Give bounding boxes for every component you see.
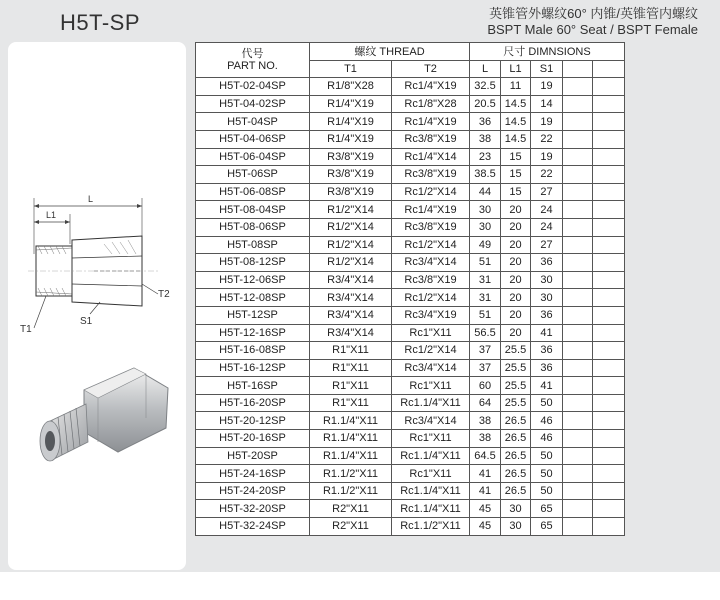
- cell-l: 38: [470, 430, 501, 448]
- cell-empty: [563, 218, 593, 236]
- table-row: [196, 412, 625, 430]
- cell-empty: [563, 377, 593, 395]
- cell-empty: [593, 289, 625, 307]
- table-row: [196, 342, 625, 360]
- cell-empty: [563, 148, 593, 166]
- title-english: BSPT Male 60° Seat / BSPT Female: [487, 22, 698, 37]
- cell-part: H5T-06SP: [196, 166, 310, 184]
- cell-l: 38: [470, 130, 501, 148]
- cell-empty: [563, 324, 593, 342]
- dimension-label-l1: L1: [46, 210, 57, 220]
- cell-s1: 65: [531, 500, 563, 518]
- specification-table: [195, 42, 625, 536]
- table-row: [196, 166, 625, 184]
- part-number-header: [196, 43, 310, 78]
- cell-t2: Rc1/4"X14: [392, 148, 470, 166]
- cell-empty: [593, 78, 625, 96]
- cell-l: 60: [470, 377, 501, 395]
- cell-t2: Rc1/2"X14: [392, 342, 470, 360]
- cell-l: 44: [470, 183, 501, 201]
- cell-empty: [593, 166, 625, 184]
- table-row: [196, 218, 625, 236]
- table-row: [196, 447, 625, 465]
- cell-empty: [593, 394, 625, 412]
- cell-l1: 26.5: [501, 430, 531, 448]
- cell-s1: 24: [531, 201, 563, 219]
- table-row: [196, 148, 625, 166]
- cell-t1: R1/4"X19: [310, 130, 392, 148]
- cell-l1: 15: [501, 148, 531, 166]
- cell-empty: [593, 324, 625, 342]
- cell-s1: 27: [531, 236, 563, 254]
- cell-t2: Rc3/4"X14: [392, 359, 470, 377]
- cell-t2: Rc1"X11: [392, 430, 470, 448]
- cell-part: H5T-24-20SP: [196, 482, 310, 500]
- cell-empty: [563, 271, 593, 289]
- cell-s1: 22: [531, 166, 563, 184]
- cell-t1: R1.1/4"X11: [310, 430, 392, 448]
- cell-t1: R1/2"X14: [310, 236, 392, 254]
- cell-l1: 26.5: [501, 447, 531, 465]
- cell-empty: [593, 218, 625, 236]
- table-row: [196, 377, 625, 395]
- cell-part: H5T-04-06SP: [196, 130, 310, 148]
- cell-s1: 22: [531, 130, 563, 148]
- cell-empty: [593, 254, 625, 272]
- cell-l: 23: [470, 148, 501, 166]
- part-number-header-en: PART NO.: [227, 60, 278, 73]
- cell-l1: 15: [501, 166, 531, 184]
- cell-l: 20.5: [470, 95, 501, 113]
- dimension-label-t1: T1: [20, 324, 32, 335]
- cell-part: H5T-20-12SP: [196, 412, 310, 430]
- l-header: L: [470, 60, 501, 78]
- cell-t1: R1.1/4"X11: [310, 412, 392, 430]
- cell-part: H5T-12-16SP: [196, 324, 310, 342]
- cell-part: H5T-04-02SP: [196, 95, 310, 113]
- cell-part: H5T-08-04SP: [196, 201, 310, 219]
- cell-empty: [563, 500, 593, 518]
- cell-t1: R3/8"X19: [310, 148, 392, 166]
- cell-t2: Rc1/4"X19: [392, 113, 470, 131]
- cell-part: H5T-12-06SP: [196, 271, 310, 289]
- cell-t1: R1"X11: [310, 359, 392, 377]
- cell-empty: [593, 359, 625, 377]
- cell-t2: Rc1/2"X14: [392, 236, 470, 254]
- cell-l: 51: [470, 254, 501, 272]
- cell-s1: 14: [531, 95, 563, 113]
- cell-empty: [593, 342, 625, 360]
- cell-t2: Rc3/8"X19: [392, 271, 470, 289]
- cell-part: H5T-32-20SP: [196, 500, 310, 518]
- cell-l: 38.5: [470, 166, 501, 184]
- cell-l: 31: [470, 289, 501, 307]
- cell-empty: [593, 201, 625, 219]
- title-chinese: 英锥管外螺纹60° 内锥/英锥管内螺纹: [489, 6, 698, 21]
- table-row: [196, 95, 625, 113]
- cell-l1: 20: [501, 324, 531, 342]
- cell-t1: R3/4"X14: [310, 289, 392, 307]
- cell-part: H5T-08SP: [196, 236, 310, 254]
- cell-empty: [593, 412, 625, 430]
- cell-l1: 20: [501, 254, 531, 272]
- cell-t2: Rc1.1/4"X11: [392, 500, 470, 518]
- cell-part: H5T-12-08SP: [196, 289, 310, 307]
- cell-part: H5T-02-04SP: [196, 78, 310, 96]
- cell-empty: [593, 271, 625, 289]
- cell-t1: R1/4"X19: [310, 95, 392, 113]
- cell-t2: Rc3/4"X14: [392, 412, 470, 430]
- cell-empty: [563, 430, 593, 448]
- cell-t1: R1/8"X28: [310, 78, 392, 96]
- cell-t1: R1.1/2"X11: [310, 465, 392, 483]
- table-row: [196, 201, 625, 219]
- cell-empty: [563, 289, 593, 307]
- cell-t2: Rc1.1/4"X11: [392, 447, 470, 465]
- cell-empty: [563, 306, 593, 324]
- cell-empty: [563, 447, 593, 465]
- cell-s1: 46: [531, 430, 563, 448]
- cell-l: 45: [470, 500, 501, 518]
- cell-l1: 20: [501, 306, 531, 324]
- cell-s1: 65: [531, 518, 563, 536]
- fitting-photo: [26, 360, 176, 480]
- cell-t2: Rc1/4"X19: [392, 201, 470, 219]
- cell-empty: [563, 183, 593, 201]
- t2-header: T2: [392, 60, 470, 78]
- cell-l1: 20: [501, 236, 531, 254]
- cell-empty: [563, 359, 593, 377]
- cell-l1: 20: [501, 289, 531, 307]
- cell-s1: 36: [531, 254, 563, 272]
- cell-empty: [563, 465, 593, 483]
- table-row: [196, 271, 625, 289]
- table-row: [196, 306, 625, 324]
- cell-l1: 14.5: [501, 113, 531, 131]
- cell-empty: [593, 113, 625, 131]
- cell-part: H5T-16-12SP: [196, 359, 310, 377]
- cell-part: H5T-04SP: [196, 113, 310, 131]
- table-row: [196, 482, 625, 500]
- cell-empty: [563, 130, 593, 148]
- table-row: [196, 289, 625, 307]
- blank-header: [563, 60, 593, 78]
- blank-header: [593, 60, 625, 78]
- illustration-panel: [8, 42, 186, 570]
- cell-part: H5T-32-24SP: [196, 518, 310, 536]
- cell-s1: 30: [531, 271, 563, 289]
- cell-part: H5T-16-08SP: [196, 342, 310, 360]
- cell-empty: [593, 236, 625, 254]
- table-row: [196, 465, 625, 483]
- cell-s1: 36: [531, 359, 563, 377]
- cell-empty: [593, 148, 625, 166]
- cell-l1: 26.5: [501, 412, 531, 430]
- cell-t2: Rc1.1/4"X11: [392, 394, 470, 412]
- cell-part: H5T-20SP: [196, 447, 310, 465]
- cell-empty: [593, 377, 625, 395]
- cell-t1: R3/4"X14: [310, 271, 392, 289]
- cell-t1: R1.1/2"X11: [310, 482, 392, 500]
- cell-s1: 19: [531, 113, 563, 131]
- thread-header: 螺纹 THREAD: [310, 43, 470, 61]
- cell-empty: [563, 201, 593, 219]
- cell-t2: Rc3/8"X19: [392, 166, 470, 184]
- cell-part: H5T-08-06SP: [196, 218, 310, 236]
- cell-l: 30: [470, 218, 501, 236]
- cell-part: H5T-16SP: [196, 377, 310, 395]
- cell-t2: Rc1.1/2"X11: [392, 518, 470, 536]
- table-row: [196, 394, 625, 412]
- cell-t1: R3/8"X19: [310, 183, 392, 201]
- cell-empty: [563, 342, 593, 360]
- cell-s1: 50: [531, 482, 563, 500]
- model-title: H5T-SP: [60, 10, 141, 35]
- cell-t2: Rc3/8"X19: [392, 130, 470, 148]
- cell-s1: 27: [531, 183, 563, 201]
- product-description: [487, 6, 698, 38]
- cell-l: 51: [470, 306, 501, 324]
- cell-empty: [593, 465, 625, 483]
- cell-empty: [563, 254, 593, 272]
- cell-empty: [563, 482, 593, 500]
- cell-t2: Rc1/2"X14: [392, 183, 470, 201]
- cell-part: H5T-08-12SP: [196, 254, 310, 272]
- cell-s1: 19: [531, 148, 563, 166]
- cell-l1: 15: [501, 183, 531, 201]
- table-row: [196, 254, 625, 272]
- cell-empty: [593, 95, 625, 113]
- dimension-label-s1: S1: [80, 316, 93, 327]
- cell-l: 32.5: [470, 78, 501, 96]
- cell-t1: R1/4"X19: [310, 113, 392, 131]
- cell-part: H5T-12SP: [196, 306, 310, 324]
- cell-empty: [593, 306, 625, 324]
- cell-l1: 30: [501, 500, 531, 518]
- dimensions-header: 尺寸 DIMNSIONS: [470, 43, 625, 61]
- cell-l: 56.5: [470, 324, 501, 342]
- table-row: [196, 130, 625, 148]
- cell-l: 64.5: [470, 447, 501, 465]
- specification-rows: [196, 78, 625, 535]
- cell-s1: 50: [531, 447, 563, 465]
- cell-empty: [593, 430, 625, 448]
- cell-empty: [563, 518, 593, 536]
- cell-t2: Rc1"X11: [392, 377, 470, 395]
- cell-l1: 20: [501, 218, 531, 236]
- cell-t1: R1"X11: [310, 342, 392, 360]
- cell-l1: 25.5: [501, 359, 531, 377]
- cell-l: 37: [470, 342, 501, 360]
- cell-s1: 50: [531, 394, 563, 412]
- cell-l1: 14.5: [501, 95, 531, 113]
- table-row: [196, 500, 625, 518]
- table-row: [196, 430, 625, 448]
- cell-t2: Rc1/8"X28: [392, 95, 470, 113]
- cell-t2: Rc1"X11: [392, 324, 470, 342]
- cell-l: 41: [470, 482, 501, 500]
- technical-drawing: [8, 154, 186, 344]
- cell-s1: 36: [531, 306, 563, 324]
- cell-empty: [593, 500, 625, 518]
- cell-l1: 20: [501, 201, 531, 219]
- cell-l: 37: [470, 359, 501, 377]
- cell-t2: Rc1.1/4"X11: [392, 482, 470, 500]
- cell-empty: [563, 412, 593, 430]
- cell-t1: R2"X11: [310, 500, 392, 518]
- cell-t1: R3/8"X19: [310, 166, 392, 184]
- cell-l1: 20: [501, 271, 531, 289]
- part-number-header-cn: 代号: [241, 48, 264, 61]
- cell-s1: 41: [531, 324, 563, 342]
- cell-t2: Rc3/8"X19: [392, 218, 470, 236]
- table-row: [196, 236, 625, 254]
- dimension-label-t2: T2: [158, 289, 170, 300]
- cell-t1: R1.1/4"X11: [310, 447, 392, 465]
- cell-s1: 46: [531, 412, 563, 430]
- cell-part: H5T-06-08SP: [196, 183, 310, 201]
- table-row: [196, 324, 625, 342]
- cell-l1: 14.5: [501, 130, 531, 148]
- cell-t1: R1/2"X14: [310, 201, 392, 219]
- cell-empty: [563, 95, 593, 113]
- cell-l1: 26.5: [501, 482, 531, 500]
- cell-part: H5T-24-16SP: [196, 465, 310, 483]
- cell-empty: [563, 78, 593, 96]
- cell-s1: 19: [531, 78, 563, 96]
- cell-s1: 50: [531, 465, 563, 483]
- cell-s1: 30: [531, 289, 563, 307]
- cell-l: 38: [470, 412, 501, 430]
- cell-l: 45: [470, 518, 501, 536]
- t1-header: T1: [310, 60, 392, 78]
- cell-empty: [563, 394, 593, 412]
- cell-l1: 26.5: [501, 465, 531, 483]
- cell-t2: Rc1/2"X14: [392, 289, 470, 307]
- cell-t2: Rc1/4"X19: [392, 78, 470, 96]
- dimension-label-l: L: [88, 194, 94, 204]
- cell-empty: [593, 482, 625, 500]
- table-row: [196, 518, 625, 536]
- s1-header: S1: [531, 60, 563, 78]
- cell-l: 36: [470, 113, 501, 131]
- cell-l1: 30: [501, 518, 531, 536]
- cell-t1: R3/4"X14: [310, 324, 392, 342]
- cell-part: H5T-20-16SP: [196, 430, 310, 448]
- table-row: [196, 78, 625, 96]
- cell-l: 31: [470, 271, 501, 289]
- cell-t2: Rc3/4"X14: [392, 254, 470, 272]
- cell-t2: Rc3/4"X19: [392, 306, 470, 324]
- cell-l: 30: [470, 201, 501, 219]
- table-row: [196, 359, 625, 377]
- cell-l: 49: [470, 236, 501, 254]
- cell-s1: 24: [531, 218, 563, 236]
- cell-t1: R3/4"X14: [310, 306, 392, 324]
- cell-empty: [593, 447, 625, 465]
- cell-empty: [593, 183, 625, 201]
- cell-l1: 25.5: [501, 342, 531, 360]
- cell-t1: R2"X11: [310, 518, 392, 536]
- cell-l1: 25.5: [501, 377, 531, 395]
- cell-empty: [563, 113, 593, 131]
- table-row: [196, 183, 625, 201]
- cell-t2: Rc1"X11: [392, 465, 470, 483]
- cell-empty: [593, 518, 625, 536]
- cell-empty: [593, 130, 625, 148]
- cell-l: 64: [470, 394, 501, 412]
- cell-part: H5T-06-04SP: [196, 148, 310, 166]
- l1-header: L1: [501, 60, 531, 78]
- cell-t1: R1"X11: [310, 394, 392, 412]
- cell-t1: R1/2"X14: [310, 254, 392, 272]
- cell-t1: R1/2"X14: [310, 218, 392, 236]
- cell-l1: 11: [501, 78, 531, 96]
- cell-s1: 36: [531, 342, 563, 360]
- cell-s1: 41: [531, 377, 563, 395]
- cell-empty: [563, 166, 593, 184]
- table-row: [196, 113, 625, 131]
- cell-t1: R1"X11: [310, 377, 392, 395]
- cell-l: 41: [470, 465, 501, 483]
- cell-part: H5T-16-20SP: [196, 394, 310, 412]
- cell-empty: [563, 236, 593, 254]
- cell-l1: 25.5: [501, 394, 531, 412]
